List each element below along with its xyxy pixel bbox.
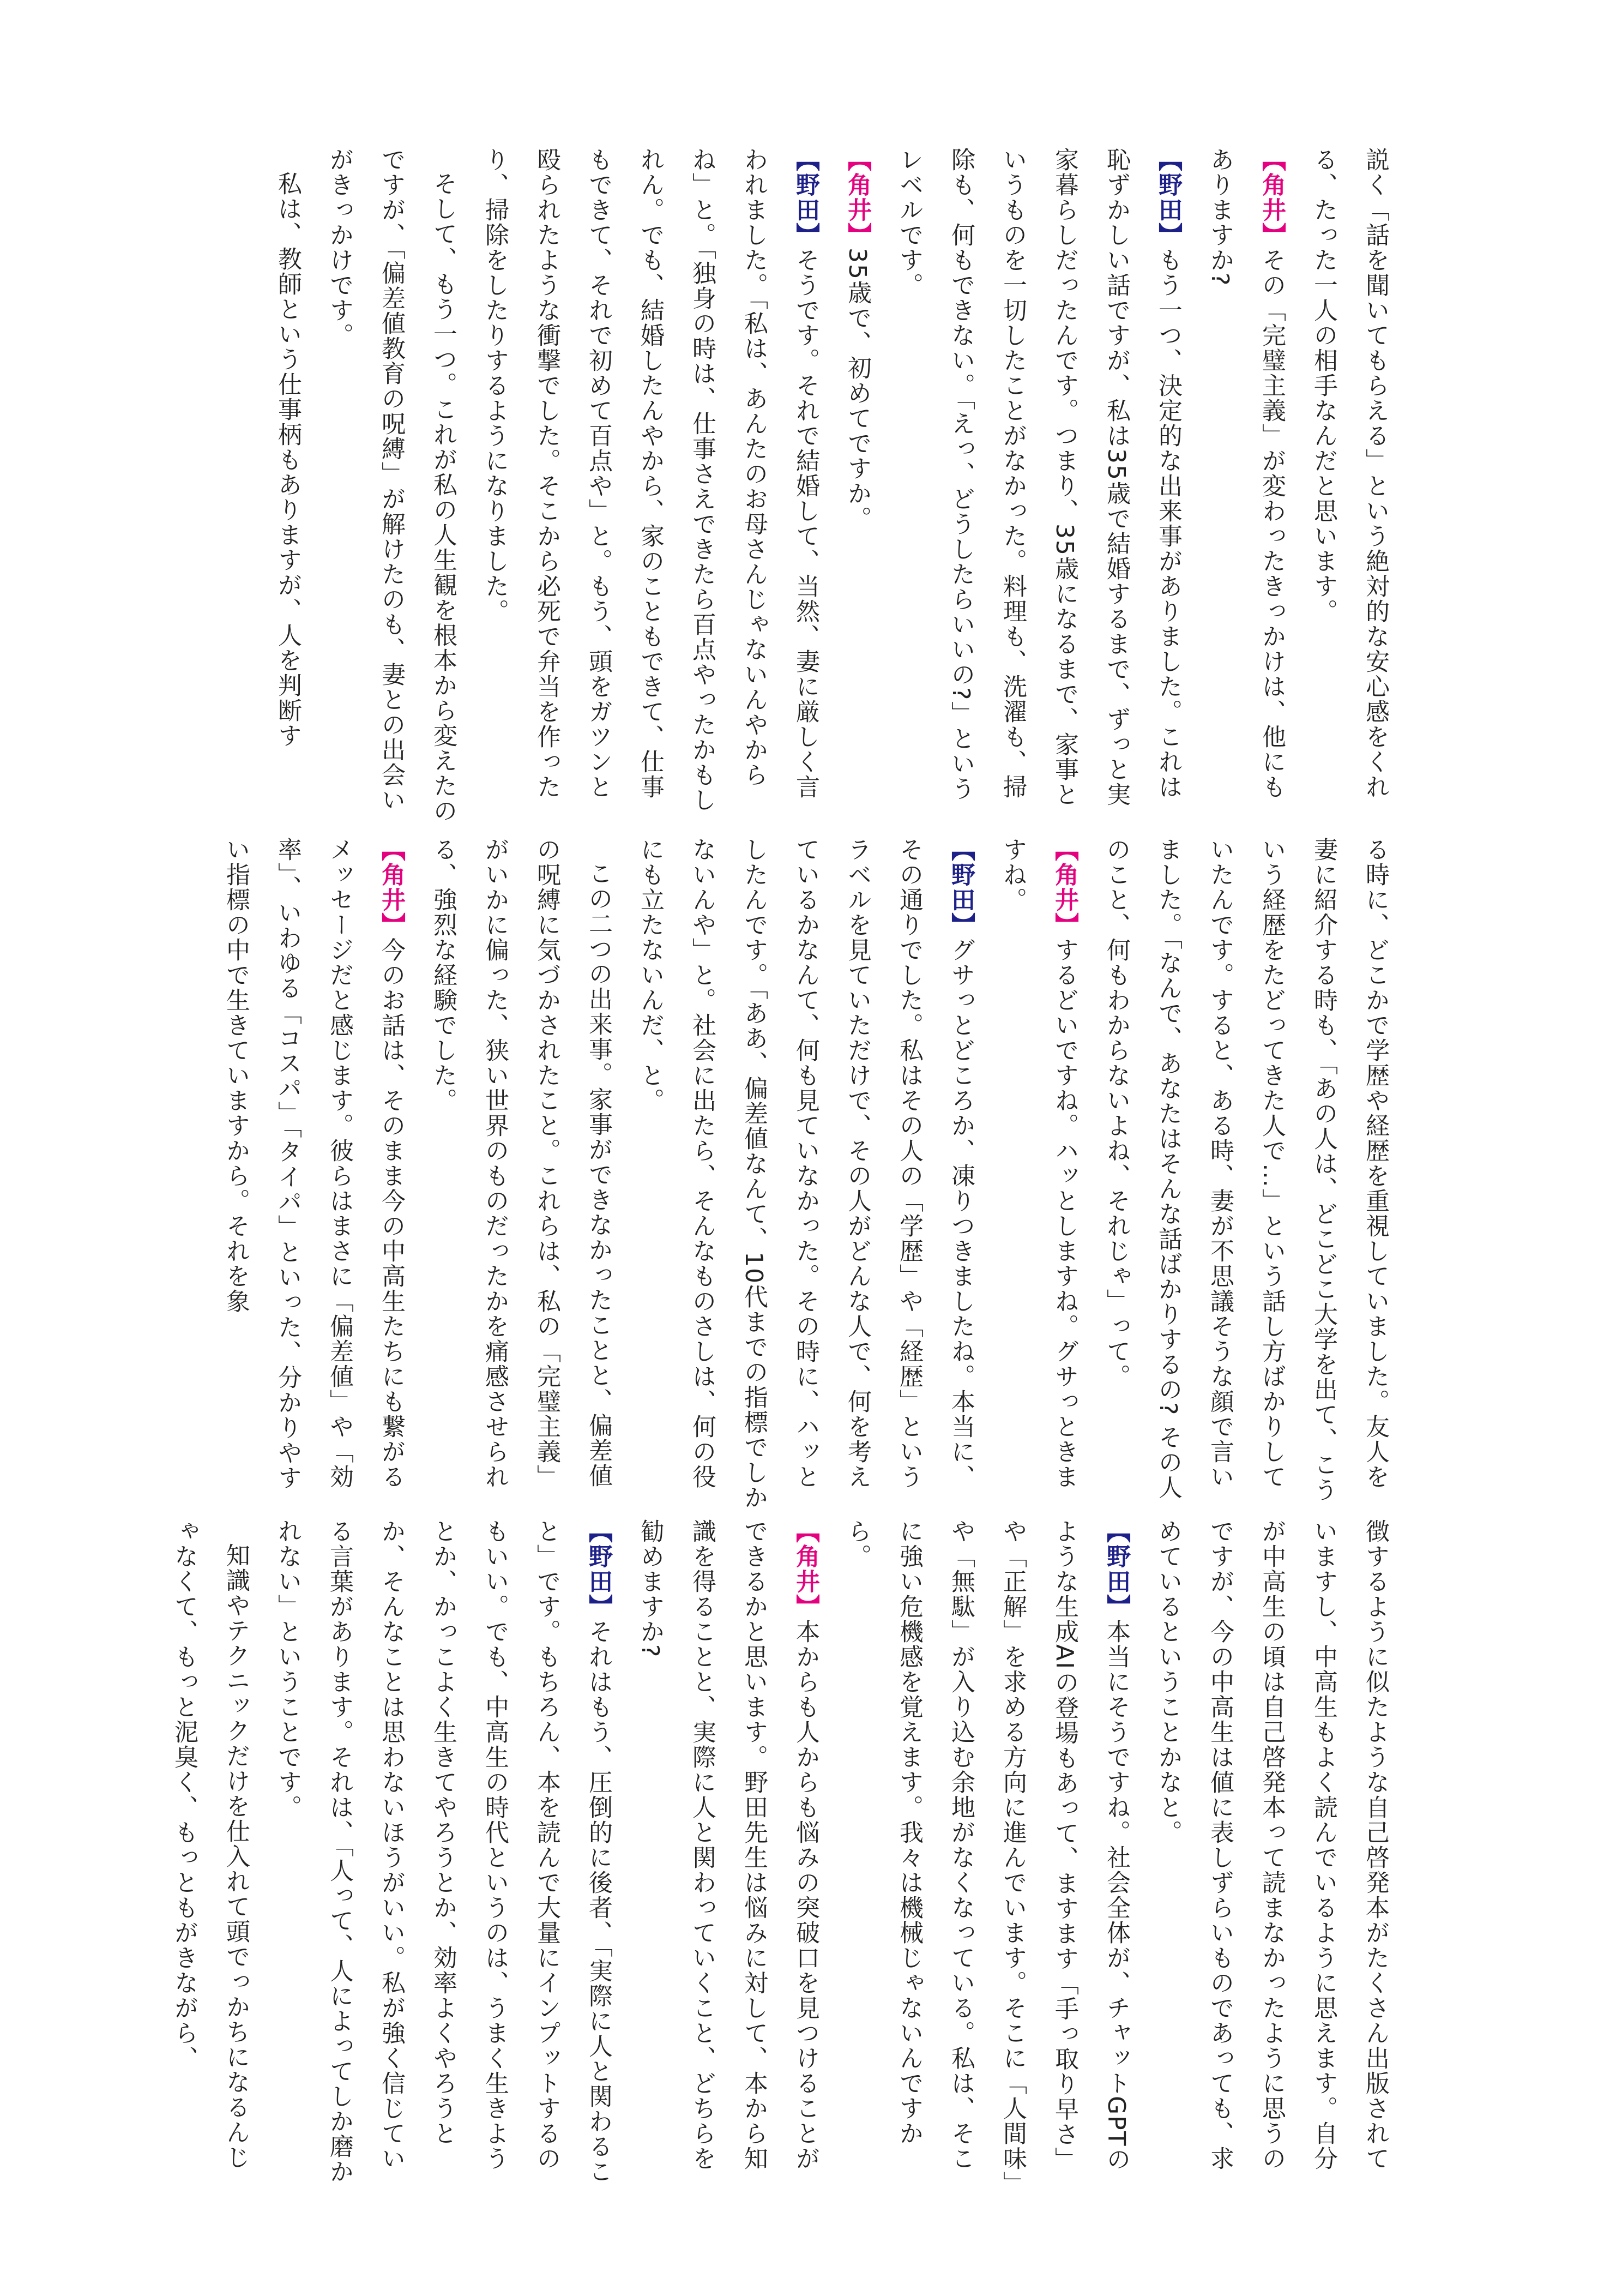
paragraph-text: もう一つ、決定的な出来事がありました。これは恥ずかしい話ですが、私は35歳で結婚するまで、ずっと実家暮らしだったんです。つまり、35歳になるまで、家事というものを一切したことがなかった。料理も、洗濯も、掃除も、何もできない。「えっ、どうしたらいいの?」というレベルです。 (895, 147, 1182, 807)
paragraph (1142, 1519, 1401, 2190)
paragraph (262, 1519, 624, 2190)
article-band-bottom (170, 1519, 1401, 2190)
paragraph-text: その「完璧主義」が変わったきっかけは、他にもありますか? (1206, 147, 1286, 800)
paragraph (987, 837, 1090, 1511)
paragraph (883, 147, 1194, 824)
speaker-label-tsunoi: 【角井】 (1051, 837, 1078, 937)
paragraph (831, 1519, 1142, 2190)
speaker-label-tsunoi: 【角井】 (792, 1519, 819, 1619)
paragraph-text: そして、もう一つ。これが私の人生観を根本から変えたのですが、「偏差値教育の呪縛」が解けたのも、妻との出会いがきっかけです。 (325, 147, 457, 824)
speaker-label-noda: 【野田】 (792, 147, 819, 248)
article-band-top (202, 147, 1401, 824)
paragraph (469, 147, 831, 824)
paragraph-text: 知識やテクニックだけを仕入れて頭でっかちになるんじゃなくて、もっと泥臭く、もっともがきながら、 (170, 1519, 250, 2170)
paragraph (210, 837, 417, 1511)
paragraph-text: それはもう、圧倒的に後者、「実際に人と関わること」です。もちろん、本を読んで大量にインプットするのもいい。でも、中高生の時代というのは、うまく生きようとか、かっこよく生きてやろうとか、効率よくやろうとか、そんなことは思わないほうがいい。私が強く信じている言葉があります。それは、「人って、人によってしか磨かれない」ということです。 (274, 1519, 612, 2184)
paragraph (262, 147, 313, 824)
speaker-label-noda: 【野田】 (1154, 147, 1182, 248)
paragraph (1090, 837, 1401, 1511)
paragraph-text: 徴するように似たような自己啓発本がたくさん出版されていますし、中高生もよく読んでいるように思えます。自分が中高生の頃は自己啓発本って読まなかったように思うのですが、今の中高生は値に表しずらいものであっても、求めているということかなと。 (1154, 1519, 1389, 2171)
paragraph (624, 837, 987, 1511)
paragraph (158, 1519, 262, 2190)
paragraph (1298, 147, 1401, 824)
paragraph-text: 私は、教師という仕事柄もありますが、人を判断す (274, 171, 302, 748)
paragraph-text: 35歳で、初めてですか。 (843, 248, 871, 531)
speaker-label-noda: 【野田】 (1102, 1519, 1130, 1619)
paragraph (1194, 147, 1298, 824)
paragraph-text: この二つの出来事。家事ができなかったことと、偏差値の呪縛に気づかされたこと。これらは、私の「完璧主義」がいかに偏った、狭い世界のものだったかを痛感させられる、強烈な経験でした。 (429, 837, 612, 1489)
paragraph-text: 説く「話を聞いてもらえる」という絶対的な安心感をくれる、たった一人の相手なんだと思います。 (1310, 147, 1389, 800)
paragraph-text: するどいですね。ハッとしますね。グサっときますね。 (999, 837, 1078, 1489)
paragraph-text: 今のお話は、そのまま今の中高生たちにも繋がるメッセージだと感じます。彼らはまさに「偏差値」や「効率」、いわゆる「コスパ」「タイパ」といった、分かりやすい指標の中で生きていますから。それを象 (222, 837, 405, 1490)
speaker-label-tsunoi: 【角井】 (377, 837, 405, 937)
paragraph-text: 本当にそうですね。社会全体が、チャットGPTのような生成AIの登場もあって、ますます「手っ取り早さ」や「正解」を求める方向に進んでいます。そこに「人間味」や「無駄」が入り込む余地がなくなっている。私は、そこに強い危機感を覚えます。我々は機械じゃないんですから。 (843, 1519, 1130, 2184)
paragraph-text: そうです。それで結婚して、当然、妻に厳しく言われました。「私は、あんたのお母さんじゃないんやからね」と。「独身の時は、仕事さえできたら百点やったかもしれん。でも、結婚したんやから、家のこともできて、仕事もできて、それで初めて百点や」と。もう、頭をガツンと殴られたような衝撃でした。そこから必死で弁当を作ったり、掃除をしたりするようになりました。 (481, 147, 819, 813)
speaker-label-noda: 【野田】 (947, 837, 975, 937)
paragraph (313, 147, 469, 824)
paragraph-text: 本からも人からも悩みの突破口を見つけることができるかと思います。野田先生は悩みに対して、本から知識を得ることと、実際に人と関わっていくこと、どちらを勧めますか? (636, 1519, 819, 2171)
speaker-label-tsunoi: 【角井】 (1258, 147, 1286, 248)
speaker-label-tsunoi: 【角井】 (843, 147, 871, 248)
speaker-label-noda: 【野田】 (584, 1519, 612, 1619)
article-band-middle (202, 837, 1401, 1511)
paragraph (624, 1519, 831, 2190)
paragraph-text: グサっとどころか、凍りつきましたね。本当に、その通りでした。私はその人の「学歴」や「経歴」というラベルを見ていただけで、その人がどんな人で、何を考えているかなんて、何も見ていなかった。その時に、ハッとしたんです。「ああ、偏差値なんて、10代までの指標でしかないんや」と。社会に出たら、そんなものさしは、何の役にも立たないんだ、と。 (636, 837, 975, 1510)
paragraph (417, 837, 624, 1511)
paragraph-text: る時に、どこかで学歴や経歴を重視していました。友人を妻に紹介する時も、「あの人は、どこどこ大学を出て、こういう経歴をたどってきた人で…」という話し方ばかりしていたんです。すると、ある時、妻が不思議そうな顔で言いました。「なんで、あなたはそんな話ばかりするの? その人のこと、何もわからないよね、それじゃ」って。 (1102, 837, 1389, 1502)
paragraph (831, 147, 883, 824)
